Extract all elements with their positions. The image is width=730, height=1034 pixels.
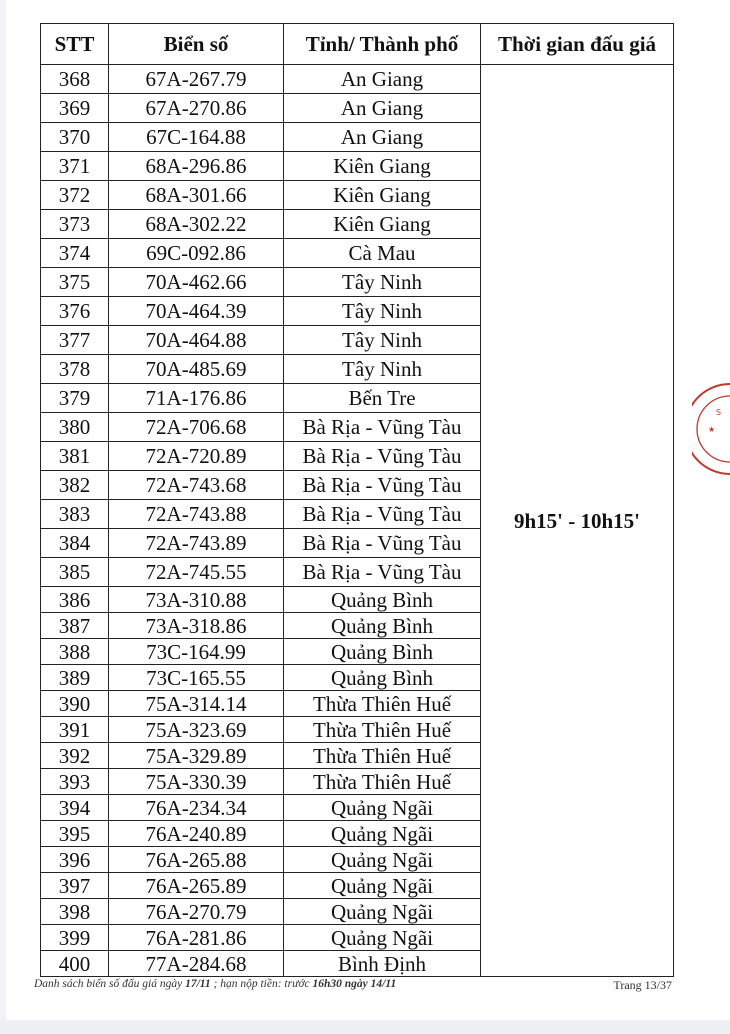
row-plate: 67C-164.88 (109, 123, 284, 152)
row-stt: 387 (41, 613, 109, 639)
row-plate: 69C-092.86 (109, 239, 284, 268)
row-province: Quảng Bình (284, 587, 481, 613)
auction-time-slot: 9h15' - 10h15' (481, 65, 674, 977)
row-stt: 372 (41, 181, 109, 210)
row-stt: 384 (41, 529, 109, 558)
row-stt: 394 (41, 795, 109, 821)
row-stt: 393 (41, 769, 109, 795)
row-plate: 77A-284.68 (109, 951, 284, 977)
row-stt: 392 (41, 743, 109, 769)
row-stt: 376 (41, 297, 109, 326)
row-plate: 72A-743.88 (109, 500, 284, 529)
row-plate: 73A-310.88 (109, 587, 284, 613)
row-stt: 379 (41, 384, 109, 413)
row-stt: 388 (41, 639, 109, 665)
row-plate: 68A-301.66 (109, 181, 284, 210)
header-province: Tỉnh/ Thành phố (284, 24, 481, 65)
row-province: Quảng Ngãi (284, 899, 481, 925)
scan-edge-left (0, 0, 6, 1034)
page-number: Trang 13/37 (613, 978, 672, 992)
row-stt: 380 (41, 413, 109, 442)
row-province: Kiên Giang (284, 152, 481, 181)
footer-deadline: 16h30 ngày 14/11 (312, 978, 397, 990)
row-stt: 400 (41, 951, 109, 977)
row-province: Thừa Thiên Huế (284, 717, 481, 743)
row-plate: 75A-323.69 (109, 717, 284, 743)
row-province: Quảng Ngãi (284, 925, 481, 951)
header-time: Thời gian đấu giá (481, 24, 674, 65)
row-province: Bà Rịa - Vũng Tàu (284, 529, 481, 558)
table-row (41, 65, 674, 94)
row-plate: 76A-265.89 (109, 873, 284, 899)
row-stt: 383 (41, 500, 109, 529)
table-body (41, 65, 674, 977)
row-province: Quảng Bình (284, 613, 481, 639)
row-stt: 397 (41, 873, 109, 899)
row-plate: 68A-296.86 (109, 152, 284, 181)
row-stt: 390 (41, 691, 109, 717)
svg-text:S: S (716, 408, 722, 417)
row-stt: 398 (41, 899, 109, 925)
row-stt: 373 (41, 210, 109, 239)
row-plate: 67A-270.86 (109, 94, 284, 123)
row-plate: 75A-314.14 (109, 691, 284, 717)
row-plate: 73A-318.86 (109, 613, 284, 639)
row-stt: 371 (41, 152, 109, 181)
row-plate: 72A-706.68 (109, 413, 284, 442)
row-stt: 382 (41, 471, 109, 500)
row-plate: 67A-267.79 (109, 65, 284, 94)
row-province: Bà Rịa - Vũng Tàu (284, 500, 481, 529)
row-plate: 72A-743.68 (109, 471, 284, 500)
footer-date: 17/11 (185, 978, 211, 990)
row-plate: 75A-329.89 (109, 743, 284, 769)
row-plate: 71A-176.86 (109, 384, 284, 413)
row-plate: 70A-462.66 (109, 268, 284, 297)
scan-edge-bottom (0, 1020, 730, 1034)
row-stt: 389 (41, 665, 109, 691)
row-province: An Giang (284, 123, 481, 152)
row-plate: 76A-281.86 (109, 925, 284, 951)
row-province: Tây Ninh (284, 355, 481, 384)
header-stt: STT (41, 24, 109, 65)
row-plate: 70A-464.39 (109, 297, 284, 326)
row-province: Thừa Thiên Huế (284, 691, 481, 717)
row-province: Quảng Ngãi (284, 873, 481, 899)
row-stt: 377 (41, 326, 109, 355)
row-stt: 391 (41, 717, 109, 743)
row-plate: 73C-165.55 (109, 665, 284, 691)
plate-auction-table (40, 23, 674, 977)
red-seal-icon (692, 370, 730, 605)
row-plate: 76A-234.34 (109, 795, 284, 821)
row-stt: 399 (41, 925, 109, 951)
row-plate: 70A-464.88 (109, 326, 284, 355)
svg-text:★: ★ (708, 425, 716, 434)
row-plate: 68A-302.22 (109, 210, 284, 239)
row-province: Tây Ninh (284, 268, 481, 297)
row-stt: 369 (41, 94, 109, 123)
row-province: Tây Ninh (284, 326, 481, 355)
row-province: Quảng Bình (284, 665, 481, 691)
header-plate: Biển số (109, 24, 284, 65)
row-province: Thừa Thiên Huế (284, 743, 481, 769)
row-province: Bà Rịa - Vũng Tàu (284, 442, 481, 471)
row-stt: 395 (41, 821, 109, 847)
table-header-row (41, 24, 674, 65)
row-plate: 76A-240.89 (109, 821, 284, 847)
row-plate: 75A-330.39 (109, 769, 284, 795)
row-province: Quảng Ngãi (284, 847, 481, 873)
footer-note-prefix: Danh sách biển số đấu giá ngày (34, 978, 183, 990)
row-province: Thừa Thiên Huế (284, 769, 481, 795)
row-stt: 374 (41, 239, 109, 268)
row-province: Bến Tre (284, 384, 481, 413)
row-stt: 381 (41, 442, 109, 471)
row-province: An Giang (284, 65, 481, 94)
row-province: Tây Ninh (284, 297, 481, 326)
row-plate: 76A-270.79 (109, 899, 284, 925)
row-province: Bà Rịa - Vũng Tàu (284, 558, 481, 587)
row-province: Bà Rịa - Vũng Tàu (284, 471, 481, 500)
row-stt: 385 (41, 558, 109, 587)
row-stt: 375 (41, 268, 109, 297)
row-province: An Giang (284, 94, 481, 123)
row-plate: 72A-720.89 (109, 442, 284, 471)
row-plate: 70A-485.69 (109, 355, 284, 384)
row-stt: 386 (41, 587, 109, 613)
footer-note (34, 978, 396, 990)
row-stt: 396 (41, 847, 109, 873)
row-province: Quảng Bình (284, 639, 481, 665)
row-province: Quảng Ngãi (284, 795, 481, 821)
row-plate: 76A-265.88 (109, 847, 284, 873)
row-plate: 72A-745.55 (109, 558, 284, 587)
row-province: Kiên Giang (284, 181, 481, 210)
row-stt: 368 (41, 65, 109, 94)
row-stt: 370 (41, 123, 109, 152)
row-stt: 378 (41, 355, 109, 384)
row-plate: 72A-743.89 (109, 529, 284, 558)
row-province: Bà Rịa - Vũng Tàu (284, 413, 481, 442)
row-province: Cà Mau (284, 239, 481, 268)
row-province: Quảng Ngãi (284, 821, 481, 847)
row-province: Bình Định (284, 951, 481, 977)
footer-note-middle: ; hạn nộp tiền: trước (213, 978, 310, 990)
row-plate: 73C-164.99 (109, 639, 284, 665)
row-province: Kiên Giang (284, 210, 481, 239)
